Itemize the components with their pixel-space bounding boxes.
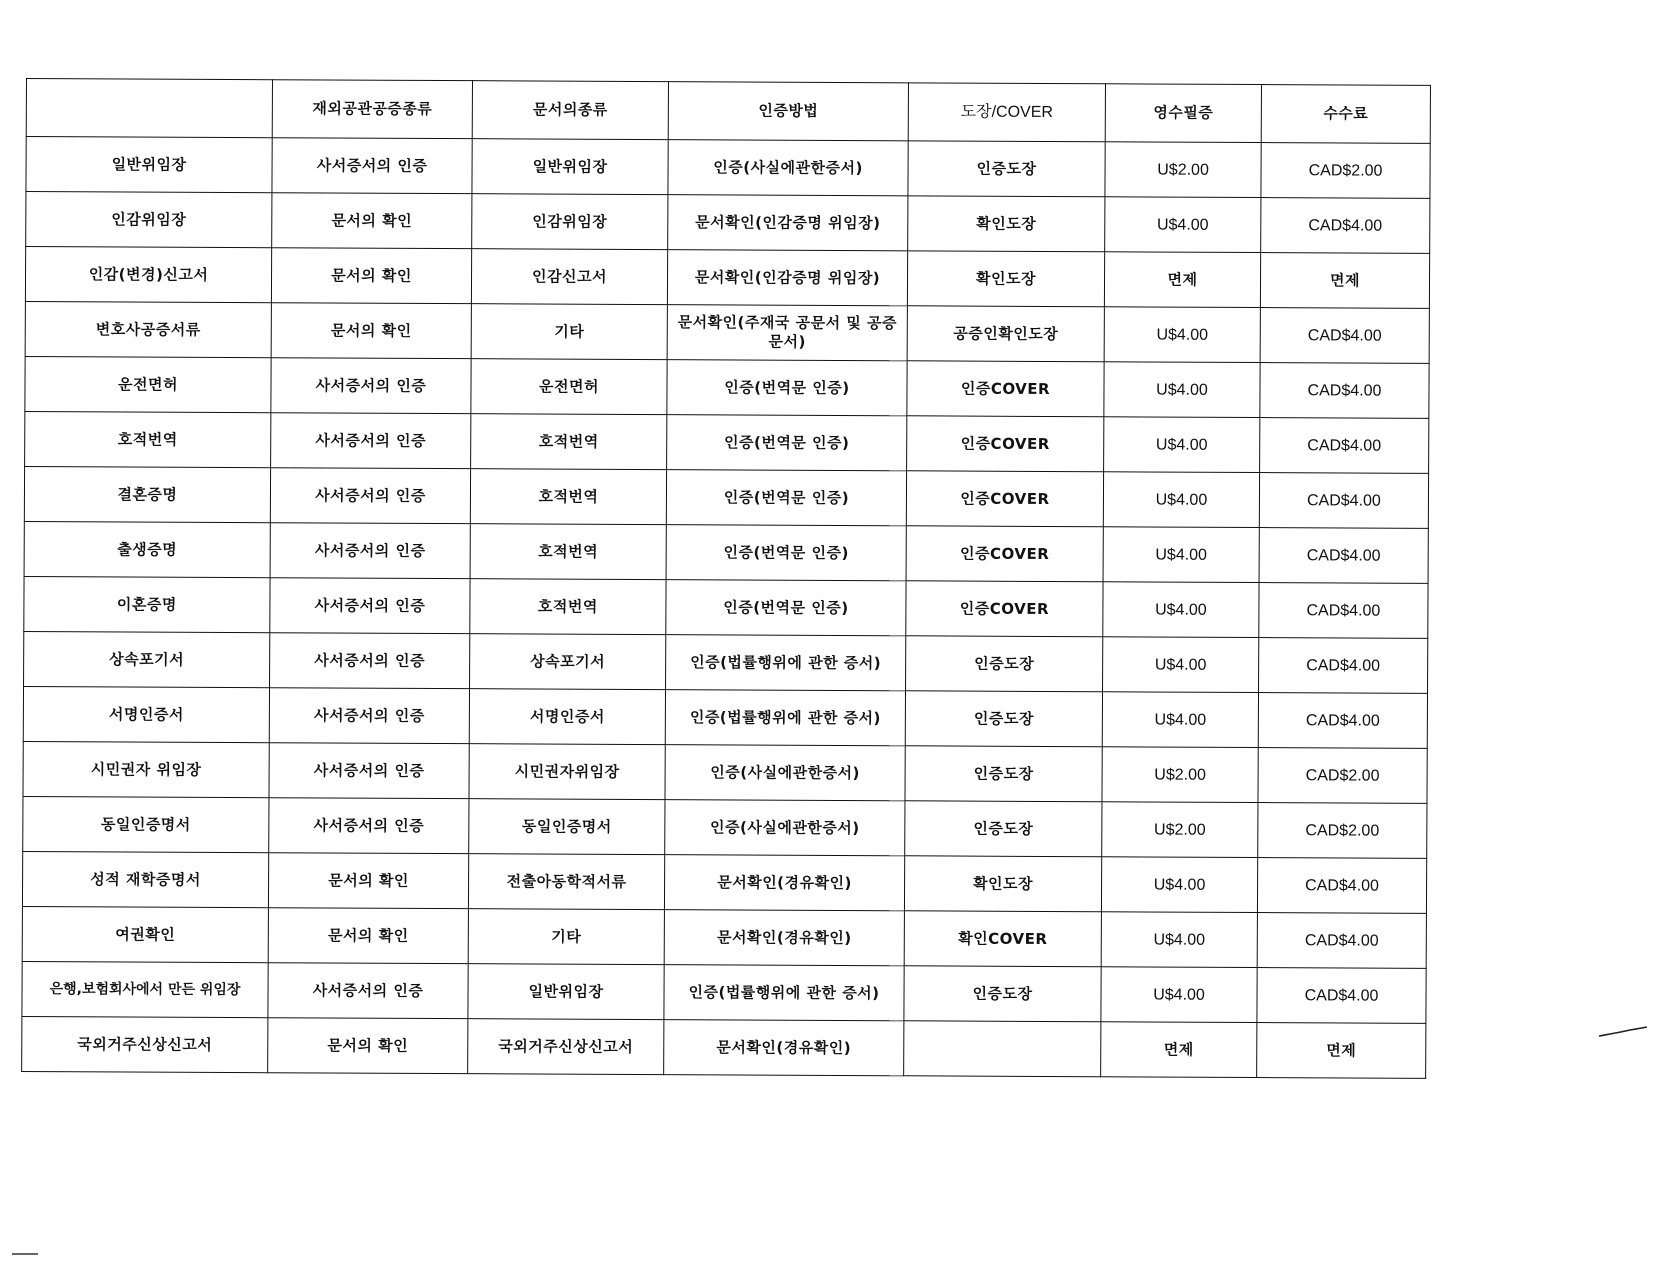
cell-method: 인증(사실에관한증서) [668,140,908,196]
cell-document-type: 기타 [468,909,664,965]
table-row [23,686,1427,748]
cell-document-type: 상속포기서 [470,634,666,690]
cell-fee: CAD$4.00 [1258,693,1427,749]
scan-edge-mark [12,1252,38,1256]
cell-receipt: U$4.00 [1103,637,1259,693]
cell-document-type: 호적번역 [470,469,666,525]
cell-document-type: 호적번역 [470,524,666,580]
cell-stamp: 인증COVER [906,581,1103,637]
cell-method: 인증(번역문 인증) [666,525,906,581]
cell-fee: CAD$2.00 [1258,748,1427,804]
cell-stamp: 인증COVER [907,416,1104,472]
cell-item: 동일인증명서 [23,796,269,852]
cell-method: 인증(번역문 인증) [667,360,907,416]
cell-receipt: U$4.00 [1103,527,1259,583]
cell-document-type: 서명인증서 [469,689,665,745]
table-body [22,137,1431,1079]
table-row [25,301,1429,363]
cell-stamp: 인증COVER [907,361,1104,417]
cell-stamp: 공증인확인도장 [907,306,1104,362]
cell-fee: CAD$4.00 [1260,363,1429,419]
table-row [24,521,1428,583]
cell-fee: CAD$4.00 [1259,583,1428,639]
cell-notarization-type: 문서의 확인 [268,853,468,909]
cell-receipt: U$4.00 [1105,197,1261,253]
cell-fee: CAD$4.00 [1261,198,1430,254]
cell-receipt: 면제 [1101,1022,1257,1078]
cell-method: 인증(사실에관한증서) [665,745,905,801]
cell-notarization-type: 문서의 확인 [268,908,468,964]
cell-receipt: 면제 [1104,252,1260,308]
cell-method: 인증(법률행위에 관한 증서) [666,635,906,691]
cell-notarization-type: 사서증서의 인증 [268,963,468,1019]
table-row [23,741,1427,803]
cell-document-type: 일반위임장 [472,139,668,195]
cell-notarization-type: 사서증서의 인증 [269,688,469,744]
table-row [22,961,1426,1023]
header-cell-stamp-cover: 도장/COVER [908,83,1105,142]
cell-fee: CAD$4.00 [1257,858,1426,914]
cell-stamp: 확인도장 [908,196,1105,252]
cell-notarization-type: 사서증서의 인증 [269,798,469,854]
cell-method: 인증(사실에관한증서) [665,800,905,856]
cell-notarization-type: 사서증서의 인증 [270,468,470,524]
cell-method: 문서확인(인감증명 위임장) [668,195,908,251]
cell-stamp: 인증도장 [905,691,1102,747]
cell-method: 인증(번역문 인증) [666,470,906,526]
fee-table [21,78,1431,1079]
header-cell-blank [26,79,272,138]
cell-fee: CAD$4.00 [1259,638,1428,694]
cell-method: 문서확인(인감증명 위임장) [667,250,907,306]
cell-stamp: 확인COVER [904,911,1101,967]
table-row [24,466,1428,528]
cell-notarization-type: 사서증서의 인증 [271,413,471,469]
cell-method: 인증(번역문 인증) [666,580,906,636]
cell-receipt: U$2.00 [1105,142,1261,198]
cell-item: 인감위임장 [26,192,272,248]
cell-method: 인증(법률행위에 관한 증서) [664,965,904,1021]
cell-method: 문서확인(경유확인) [664,1020,904,1076]
cell-item: 서명인증서 [23,686,269,742]
cell-item: 변호사공증서류 [25,301,271,357]
cell-notarization-type: 사서증서의 인증 [272,138,472,194]
cell-document-type: 인감위임장 [472,194,668,250]
table-row [25,247,1429,309]
cell-stamp [904,1021,1101,1077]
cell-document-type: 호적번역 [470,579,666,635]
cell-document-type: 국외거주신상신고서 [468,1019,664,1075]
cell-method: 문서확인(경유확인) [664,910,904,966]
table-row [25,356,1429,418]
cell-fee: CAD$4.00 [1260,418,1429,474]
cell-document-type: 동일인증명서 [469,799,665,855]
cell-method: 문서확인(경유확인) [664,855,904,911]
cell-stamp: 인증도장 [904,966,1101,1022]
cell-fee: CAD$2.00 [1261,143,1430,199]
cell-notarization-type: 문서의 확인 [271,248,471,304]
cell-receipt: U$4.00 [1104,362,1260,418]
cell-item: 운전면허 [25,356,271,412]
table-row [23,796,1427,858]
cell-item: 성적 재학증명서 [22,851,268,907]
cell-receipt: U$2.00 [1102,802,1258,858]
header-cell-consular-notarization-type: 재외공관공증종류 [272,80,472,139]
scanned-sheet [21,78,1430,1079]
header-cell-document-type: 문서의종류 [472,81,668,140]
cell-document-type: 기타 [471,304,667,360]
cell-receipt: U$4.00 [1103,582,1259,638]
cell-notarization-type: 사서증서의 인증 [270,633,470,689]
cell-document-type: 전출아동학적서류 [468,854,664,910]
stray-pen-stroke [1598,1026,1648,1038]
cell-item: 이혼증명 [24,576,270,632]
cell-item: 호적번역 [25,411,271,467]
cell-method: 문서확인(주재국 공문서 및 공증문서) [667,305,907,361]
cell-stamp: 인증도장 [906,636,1103,692]
cell-document-type: 인감신고서 [471,249,667,305]
cell-stamp: 인증도장 [905,746,1102,802]
table-row [24,631,1428,693]
table-row [22,851,1426,913]
cell-fee: 면제 [1257,1023,1426,1079]
table-row [22,906,1426,968]
cell-notarization-type: 문서의 확인 [272,193,472,249]
table-row [22,1016,1426,1078]
cell-fee: CAD$2.00 [1258,803,1427,859]
cell-notarization-type: 사서증서의 인증 [270,523,470,579]
table-row [26,137,1430,199]
cell-stamp: 확인도장 [907,251,1104,307]
cell-document-type: 운전면허 [471,359,667,415]
cell-stamp: 확인도장 [904,856,1101,912]
cell-fee: CAD$4.00 [1259,473,1428,529]
cell-receipt: U$4.00 [1101,967,1257,1023]
cell-document-type: 시민권자위임장 [469,744,665,800]
cell-notarization-type: 사서증서의 인증 [269,743,469,799]
cell-notarization-type: 문서의 확인 [271,303,471,359]
cell-stamp: 인증COVER [906,526,1103,582]
cell-receipt: U$4.00 [1101,912,1257,968]
cell-notarization-type: 사서증서의 인증 [270,578,470,634]
cell-fee: CAD$4.00 [1257,968,1426,1024]
cell-stamp: 인증COVER [906,471,1103,527]
cell-fee: CAD$4.00 [1260,308,1429,364]
cell-notarization-type: 문서의 확인 [268,1018,468,1074]
cell-item: 인감(변경)신고서 [25,247,271,303]
cell-receipt: U$4.00 [1102,692,1258,748]
cell-stamp: 인증도장 [908,141,1105,197]
cell-item: 일반위임장 [26,137,272,193]
header-cell-fee: 수수료 [1261,85,1430,144]
table-header-row [26,79,1430,144]
cell-item: 국외거주신상신고서 [22,1016,268,1072]
cell-item: 은행,보험회사에서 만든 위임장 [22,961,268,1017]
cell-item: 시민권자 위임장 [23,741,269,797]
cell-fee: CAD$4.00 [1257,913,1426,969]
cell-document-type: 호적번역 [471,414,667,470]
cell-receipt: U$4.00 [1103,472,1259,528]
table-row [24,576,1428,638]
cell-stamp: 인증도장 [905,801,1102,857]
cell-receipt: U$4.00 [1101,857,1257,913]
cell-receipt: U$4.00 [1104,417,1260,473]
cell-method: 인증(법률행위에 관한 증서) [665,690,905,746]
cell-item: 여권확인 [22,906,268,962]
cell-method: 인증(번역문 인증) [667,415,907,471]
cell-item: 상속포기서 [24,631,270,687]
table-row [26,192,1430,254]
header-cell-certification-method: 인증방법 [668,82,908,141]
cell-document-type: 일반위임장 [468,964,664,1020]
cell-item: 출생증명 [24,521,270,577]
header-cell-receipt: 영수필증 [1105,84,1261,143]
cell-fee: 면제 [1260,253,1429,309]
cell-fee: CAD$4.00 [1259,528,1428,584]
cell-receipt: U$4.00 [1104,307,1260,363]
cell-notarization-type: 사서증서의 인증 [271,358,471,414]
cell-item: 결혼증명 [24,466,270,522]
cell-receipt: U$2.00 [1102,747,1258,803]
table-row [25,411,1429,473]
